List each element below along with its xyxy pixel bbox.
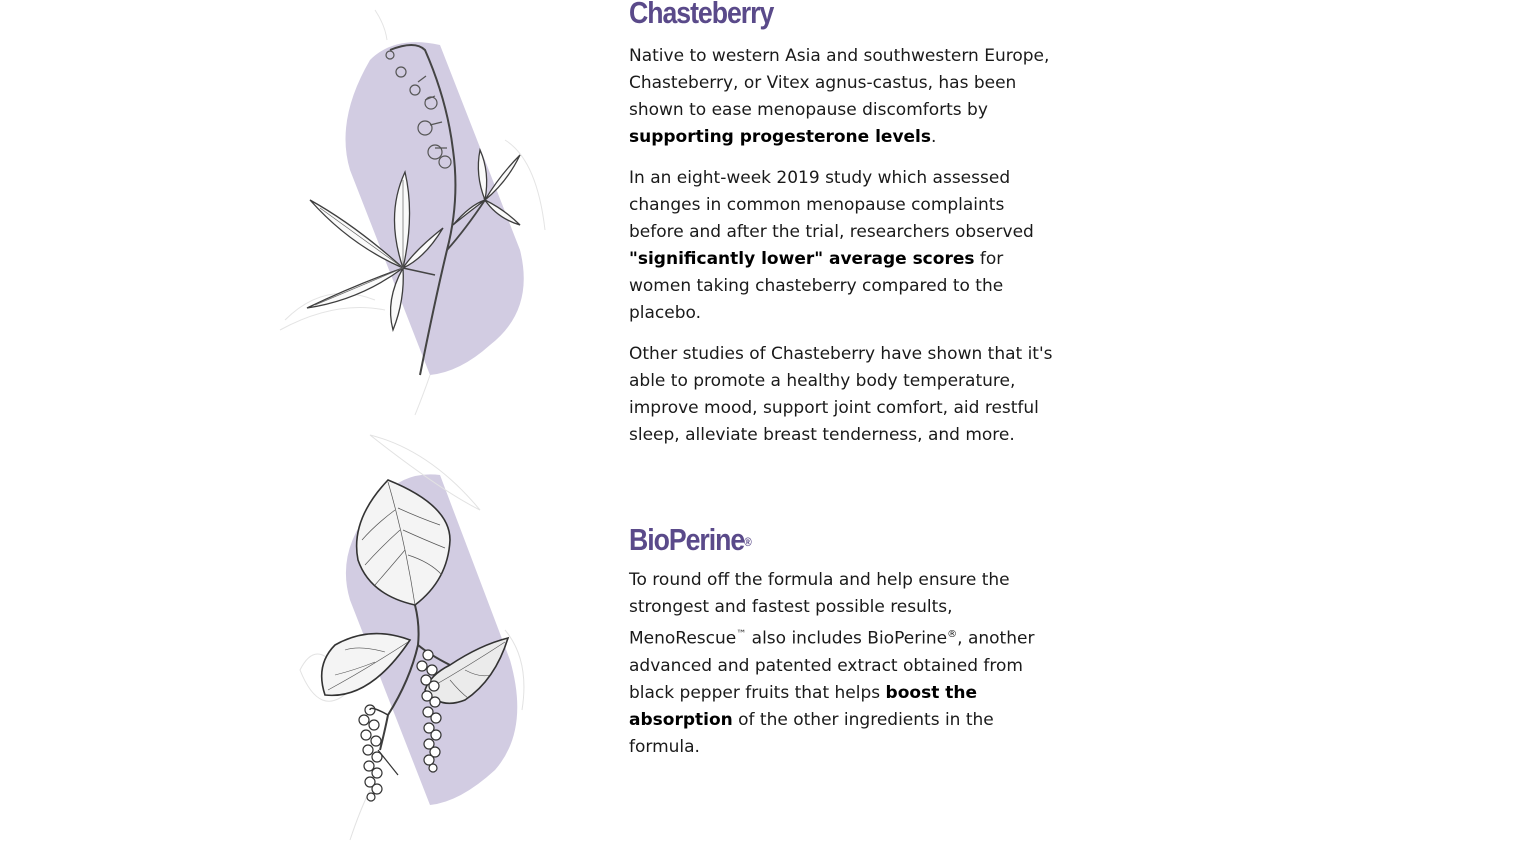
chasteberry-p1-bold: supporting progesterone levels [629,127,931,147]
trademark-mark: ™ [736,629,747,640]
chasteberry-title: Chasteberry [629,0,774,30]
bioperine-p1-bold: boost the absorption [629,682,977,730]
bioperine-p1-text-b: also includes BioPerine [746,628,948,649]
bioperine-paragraph-1 [629,567,1059,761]
chasteberry-p2-bold: "significantly lower" average scores [629,249,975,269]
bioperine-section [0,430,1519,842]
bioperine-p1-end: of the other ingredients in the formula. [629,709,994,757]
chasteberry-p1-end: . [931,127,937,147]
bioperine-title-text: BioPerine [629,522,745,557]
chasteberry-paragraph-1 [629,43,1059,151]
chasteberry-text [629,0,1059,449]
bioperine-p1-text-c: , another advanced and patented extract obtained from black pepper fruits that helps [629,628,1035,703]
chasteberry-paragraph-3: Other studies of Chasteberry have shown that it's able to promote a healthy body temperature, improve mood, support joint comfort, aid restful sleep, alleviate breast tenderness, and more. [629,344,1053,445]
chasteberry-p2-end: for women taking chasteberry compared to the placebo. [629,249,1004,323]
chasteberry-plant-icon [275,0,560,420]
bioperine-text [629,520,1059,761]
chasteberry-p2-text: In an eight-week 2019 study which assessed changes in common menopause complaints before and after the trial, researchers observed [629,168,1034,242]
black-pepper-plant-icon [290,430,550,842]
bioperine-p1-text-a: To round off the formula and help ensure the strongest and fastest possible results, MenoRescue [629,570,1010,649]
chasteberry-p1-text: Native to western Asia and southwestern Europe, Chasteberry, or Vitex agnus-castus, has been shown to ease menopause discomforts by [629,46,1050,120]
chasteberry-paragraph-2 [629,165,1059,327]
registered-mark-inline: ® [947,629,958,640]
registered-mark: ® [744,535,752,549]
bioperine-title [629,520,999,560]
